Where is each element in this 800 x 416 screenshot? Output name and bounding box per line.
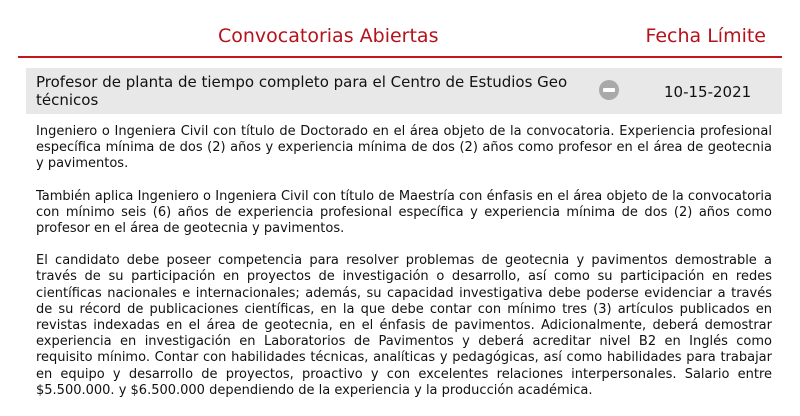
listing-title[interactable]: Profesor de planta de tiempo completo para el Centro de Estudios Geotécnicos (36, 73, 568, 109)
details-paragraph: El candidato debe poseer competencia para resolver problemas de geotecnia y pavimentos demostrable a través de su participación en proyectos de investigación o desarrollo, así como su participación en redes científicas nacionales e internacionales; además, su capacidad investigativa debe poderse evidenciar a través de su récord de publicaciones científicas, en la que debe contar con mínimo tres (3) artículos publicados en revistas indexadas en el área de geotecnia, en el énfasis de pavimentos. Adicionalmente, deberá demostrar experiencia en investigación en Laboratorios de Pavimentos y deberá acreditar nivel B2 en Inglés como requisito mínimo. Contar con habilidades técnicas, analíticas y pedagógicas, así como habilidades para trabajar en equipo y desarrollo de proyectos, proactivo y con excelentes relaciones interpersonales. Salario entre $5.500.000. y $6.500.000 dependiendo de la experiencia y la producción académica. (36, 253, 772, 398)
details-paragraph: También aplica Ingeniero o Ingeniera Civil con título de Maestría con énfasis en el área objeto de la convocatoria con mínimo seis (6) años de experiencia profesional específica y experiencia mínima de dos (2) años como profesor en el área de geotecnia y pavimentos. (36, 188, 772, 237)
listing-row[interactable] (26, 68, 782, 114)
listing-deadline-date: 10-15-2021 (664, 83, 752, 101)
collapse-minus-icon-graphic (598, 79, 620, 101)
header-deadline-label: Fecha Límite (645, 25, 766, 47)
details-paragraph: Ingeniero o Ingeniera Civil con título de Doctorado en el área objeto de la convocatoria. Experiencia profesional específica mínima de dos (2) años y experiencia mínima de dos (2) años como profesor en el área de geotecnia y pavimentos. (36, 124, 772, 172)
table-header (18, 22, 782, 58)
header-title: Convocatorias Abiertas (218, 25, 439, 47)
collapse-minus-icon[interactable] (598, 79, 620, 101)
listing-details (36, 124, 772, 415)
